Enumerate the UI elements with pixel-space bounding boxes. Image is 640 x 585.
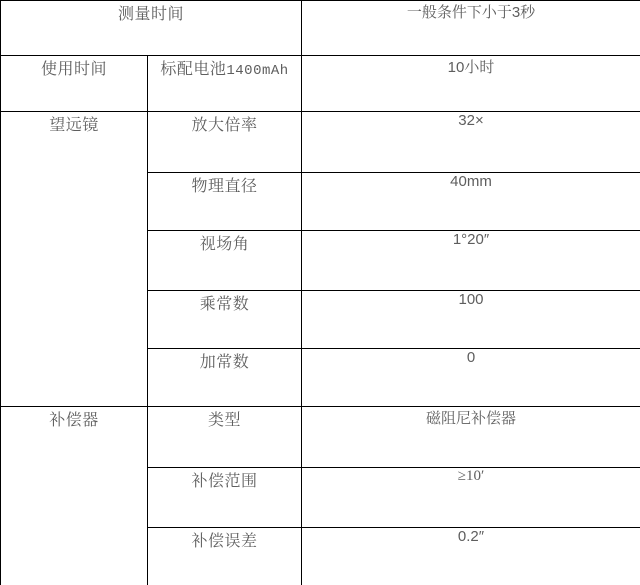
compensator-range-label-cell: 补偿范围	[148, 468, 302, 528]
compensator-group-label-cell: 补偿器	[1, 407, 148, 585]
fov-label-cell: 视场角	[148, 231, 302, 291]
usage-time-value-cell: 10小时	[302, 56, 640, 112]
magnification-label-cell: 放大倍率	[148, 112, 302, 173]
fov-value-cell: 1°20″	[302, 231, 640, 291]
multiply-constant-label-cell: 乘常数	[148, 291, 302, 349]
add-constant-value-cell: 0	[302, 349, 640, 407]
measure-time-label-cell: 测量时间	[1, 1, 302, 56]
row-telescope-magnification	[1, 112, 640, 173]
row-measure-time	[1, 1, 640, 56]
row-compensator-type	[1, 407, 640, 468]
add-constant-label-cell: 加常数	[148, 349, 302, 407]
diameter-label-cell: 物理直径	[148, 173, 302, 231]
usage-time-label-cell: 使用时间	[1, 56, 148, 112]
compensator-type-value-cell: 磁阻尼补偿器	[302, 407, 640, 468]
measure-time-value-cell: 一般条件下小于3秒	[302, 1, 640, 56]
compensator-error-label-cell: 补偿误差	[148, 528, 302, 585]
usage-time-battery-cell	[148, 56, 302, 112]
multiply-constant-value-cell: 100	[302, 291, 640, 349]
battery-capacity: 1400mAh	[226, 63, 289, 79]
battery-text: 标配电池	[160, 61, 227, 78]
diameter-value-cell: 40mm	[302, 173, 640, 231]
compensator-range-value-cell: ≥10′	[302, 468, 640, 528]
telescope-group-label-cell: 望远镜	[1, 112, 148, 407]
magnification-value-cell: 32×	[302, 112, 640, 173]
row-usage-time	[1, 56, 640, 112]
compensator-type-label-cell: 类型	[148, 407, 302, 468]
compensator-error-value-cell: 0.2″	[302, 528, 640, 585]
